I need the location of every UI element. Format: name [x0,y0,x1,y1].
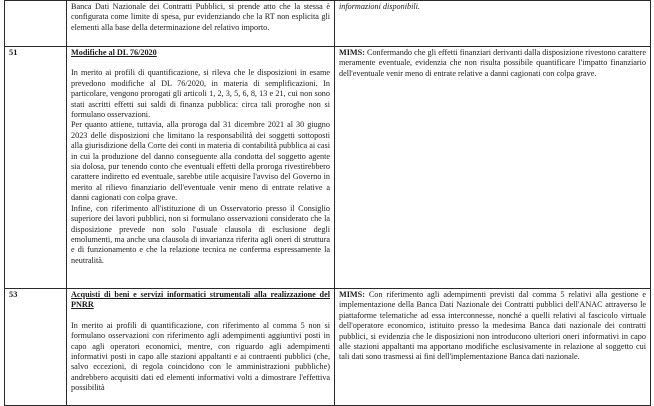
article-number-cell: 53 [5,289,67,406]
table-row [5,47,651,289]
article-title: Acquisti di beni e servizi informatici strumentali alla realizzazione del PNRR [71,290,330,310]
response-text: Confermando che gli effetti finanziari derivanti dalla disposizione rivestono carattere meramente eventuale, evidenzia che non risulta possibile quantificare l'impatto finanziario dell'eventuale venir meno di entrate relative a danni cagionati con colpa grave. [339,48,646,78]
government-response-cell [335,289,651,406]
analysis-cell [67,289,335,406]
government-response-cell [335,47,651,289]
analysis-paragraph: In merito ai profili di quantificazione, con riferimento al comma 5 non si formulano osservazioni con riferimento agli adempimenti aggiuntivi posti in capo agli operatori economici, mentre, con riguardo agli adempimenti informativi posti in capo alle stazioni appaltanti e ai contraenti pubblici (che, salvo eccezioni, di regola coincidono con le amministrazioni pubbliche) andrebbero acquisiti dati ed elementi informativi volti a dimostrare l'effettiva possibilità [71,320,330,393]
response-text: informazioni disponibili. [339,2,420,11]
analysis-paragraph: Banca Dati Nazionale dei Contratti Pubblici, si prende atto che la stessa è configurata come limite di spesa, pur evidenziando che la RT non esplicita gli elementi alla base della determinazione del relativo importo. [71,2,330,32]
analysis-paragraph: In merito ai profili di quantificazione, si rileva che le disposizioni in esame prevedono modifiche al DL 76/2020, in materia di semplificazioni. In particolare, vengono prorogati gli articoli 1, 2, 3, 5, 6, 8, 13 e 21, cui non sono stati ascritti effetti sui saldi di finanza pubblica: circa tali proroghe non si formulano osservazioni. [71,68,330,120]
table-row [5,1,651,47]
respondent-label: MIMS: [339,290,365,299]
table-row [5,289,651,406]
response-text: Con riferimento agli adempimenti previsti dal comma 5 relativi alla gestione e implementazione della Banca Dati Nazionale dei Contratti pubblici dell'ANAC attraverso le piattaforme telematiche ad essa interconnesse, nonché a quelli relativi al fascicolo virtuale dell'operatore economico, istituito presso la medesima Banca dati nazionale dei contratti pubblici, si evidenzia che le disposizioni non introducono ulteriori oneri informativi in capo alle stazioni appaltanti ma apportano modifiche esclusivamente in relazione al soggetto cui tali dati sono trasmessi ai fini dell'implementazione Banca dati nazionale. [339,290,647,362]
comparison-table [4,0,651,406]
analysis-cell [67,47,335,289]
respondent-label: MIMS: [339,48,365,57]
analysis-cell [67,1,335,47]
article-number-cell: 51 [5,47,67,289]
government-response-cell [335,1,651,47]
analysis-paragraph: Infine, con riferimento all'istituzione di un Osservatorio presso il Consiglio superiore dei lavori pubblici, non si formulano osservazioni considerato che la disposizione prevede non solo l'usuale clausola di esclusione degli emolumenti, ma anche una clausola di invarianza riferita agli oneri di struttura e di funzionamento e che la relazione tecnica ne conferma espressamente la neutralità. [71,203,330,265]
analysis-paragraph: Per quanto attiene, tuttavia, alla proroga dal 31 dicembre 2021 al 30 giugno 2023 delle disposizioni che limitano la responsabilità dei soggetti sottoposti alla giurisdizione della Corte dei conti in materia di contabilità pubblica ai casi in cui la produzione del danno conseguente alla condotta del soggetto agente sia dolosa, pur tenendo conto che eventuali effetti della proroga rivestirebbero carattere indiretto ed eventuale, sarebbe utile acquisire l'avviso del Governo in merito al rilievo finanziario dell'eventuale venir meno di entrate relative a danni cagionati con colpa grave. [71,120,330,203]
article-title: Modifiche al DL 76/2020 [71,48,157,57]
article-number-cell [5,1,67,47]
